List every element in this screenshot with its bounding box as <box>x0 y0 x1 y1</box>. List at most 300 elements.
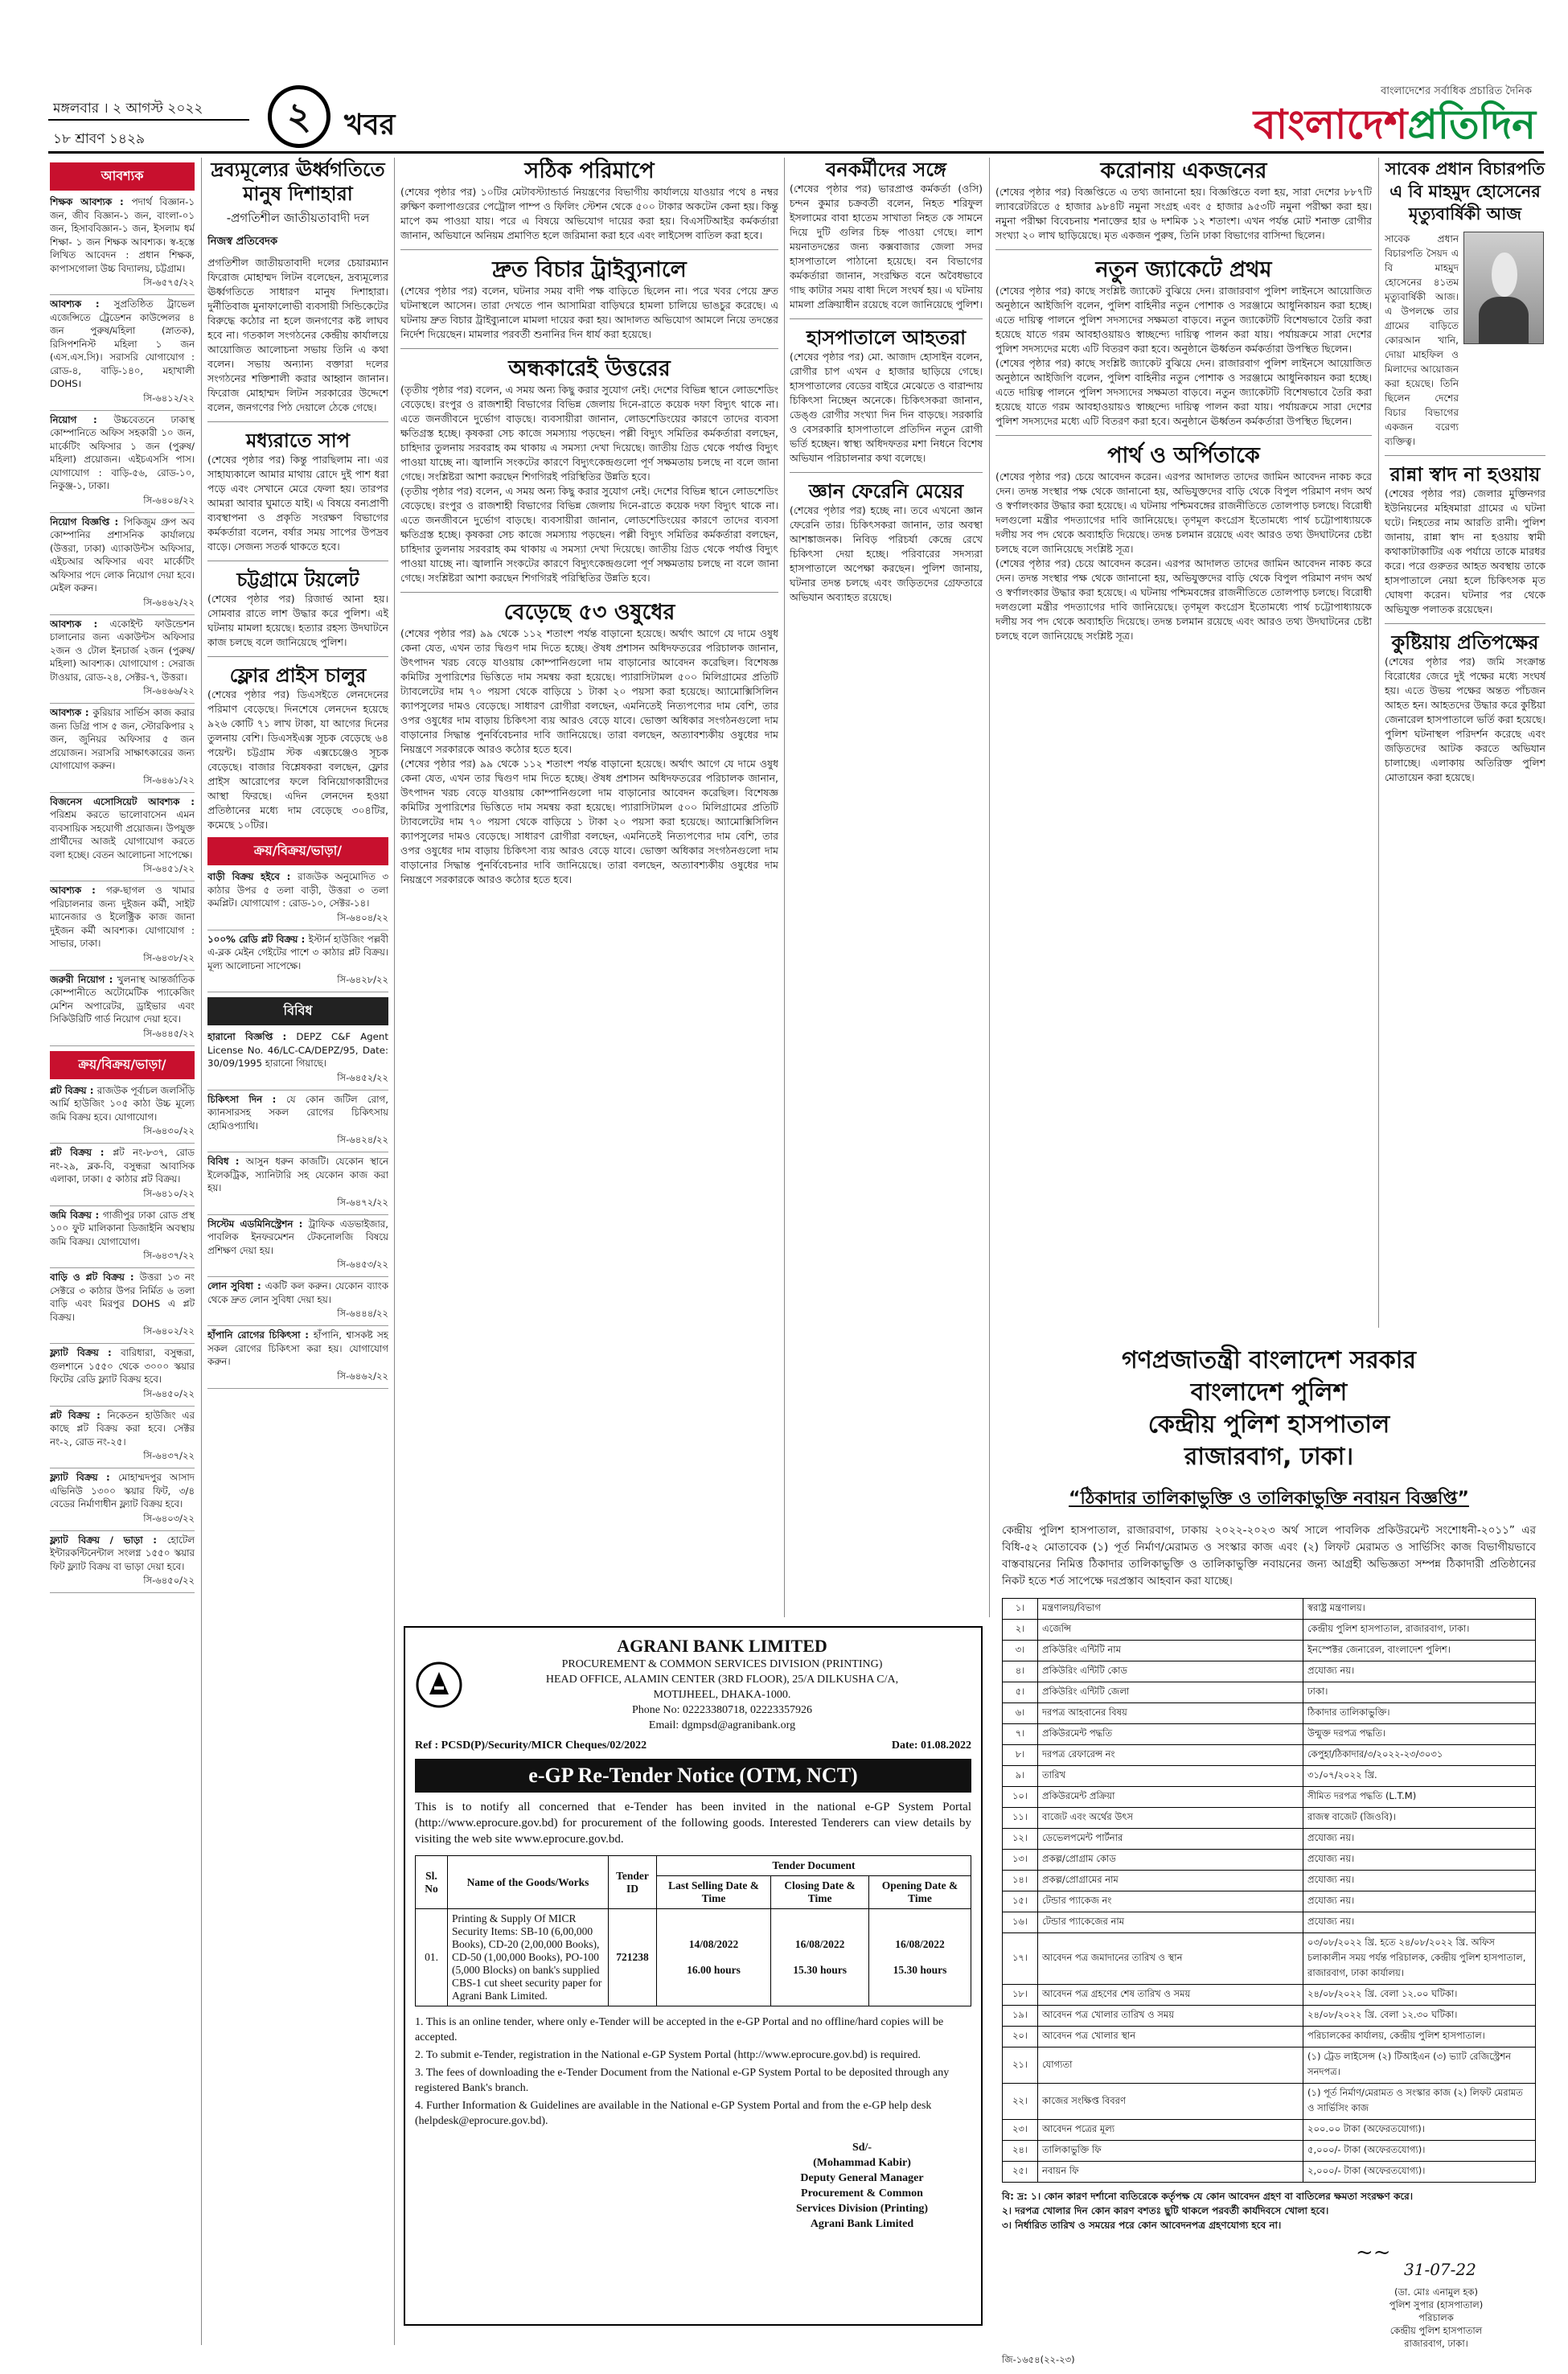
row-number: ১৬। <box>1003 1912 1038 1933</box>
cell-tender-id: 721238 <box>609 1909 657 2006</box>
ad-divider <box>207 1214 388 1215</box>
divider <box>400 249 778 250</box>
portrait-body <box>1479 297 1529 343</box>
signatory-line: (ডা. মোঃ এনামুল হক) <box>1394 2286 1478 2298</box>
row-field: আবেদন পত্র খোলার তারিখ ও সময় <box>1038 2006 1303 2027</box>
ad-title: আবশ্যক : <box>50 707 93 718</box>
ad-text: পদার্থ বিজ্ঞান-১ জন, জীব বিজ্ঞান-১ জন, বাংলা-০১ জন, হিসাববিজ্ঞান-১ জন, ইসলাম ধর্ম শিক্ষা- ১ জন শিক্ষক আবশ্যক। স্ব-হস্তে লিখিত আবেদন : প্রধান শিক্ষক, কাপাসগোলা উচ্চ বিদ্যালয়, চট্টগ্রাম। <box>50 196 195 274</box>
header-divider <box>48 119 249 121</box>
th-goods: Name of the Goods/Works <box>448 1856 609 1909</box>
notice-date: Date: 01.08.2022 <box>891 1739 971 1752</box>
row-field: আবেদন পত্র খোলার স্থান <box>1038 2027 1303 2047</box>
bank-phone: Phone No: 02223380718, 02223357926 <box>632 1704 812 1716</box>
news-column-2 <box>207 158 388 2345</box>
divider <box>207 421 388 422</box>
row-number: ৭। <box>1003 1724 1038 1745</box>
row-value: পরিচালকের কার্যালয়, কেন্দ্রীয় পুলিশ হাসপাতাল। <box>1303 2027 1536 2047</box>
row-value: প্রযোজ্য নয়। <box>1303 1891 1536 1912</box>
ad-divider <box>50 410 195 411</box>
th-tender-id: Tender ID <box>609 1856 657 1909</box>
ad-text: পিকিজুম গ্রুপ অব কোম্পানির প্রশাসনিক কার্যালয়ে (উত্তরা, ঢাকা) এ্যাকাউন্টস অফিসার, এইচআর অফিসার এবং মার্কেটিং অফিসার পদে লোক নিয়োগ দেয়া হবে। মেইল করুন। <box>50 515 195 594</box>
bank-tender-notice <box>404 1626 983 2326</box>
cell-opening <box>869 1909 971 2006</box>
headline-jacket[interactable]: নতুন জ্যাকেটে প্রথম <box>1095 257 1272 282</box>
ad-code: সি-৬৪৫১/২২ <box>143 863 195 874</box>
police-notice-gov: গণপ্রজাতন্ত্রী বাংলাদেশ সরকার <box>1122 1346 1416 1374</box>
header-bottom-rule <box>48 151 1544 154</box>
row-value: (১) পূর্ত নির্মাণ/মেরামত ও সংস্কার কাজ (২) লিফট মেরামত ও সার্ভিসিং কাজ <box>1303 2084 1536 2120</box>
cell-goods: Printing & Supply Of MICR Security Items: SB-10 (6,00,000 Books), CD-20 (2,00,000 Books), CD-50 (1,00,000 Books), PO-100 (5,000 Blocks) on bank's supplied CBS-1 cut sheet security paper for Agrani Bank Limited. <box>448 1909 609 2006</box>
ad-code: সি-৬৪২৪/২২ <box>337 1134 388 1145</box>
ad-text: পরিশ্রম করতে ভালোবাসেন এমন ব্যবসায়িক সহযোগী প্রয়োজন। উপযুক্ত প্রার্থীদের আজই যোগাযোগ করতে বলা হচ্ছে। বেতন আলোচনা সাপেক্ষে। <box>50 809 195 860</box>
classifieds-column <box>50 158 195 2345</box>
row-number: ৯। <box>1003 1766 1038 1787</box>
row-value: ২,০০০/- টাকা (অফেরতযোগ্য)। <box>1303 2162 1536 2183</box>
ad-divider <box>50 703 195 704</box>
column-divider <box>201 158 202 2345</box>
row-field: প্রকিউরিং এন্টিটি কোড <box>1038 1661 1303 1682</box>
row-field: আবেদন পত্র গ্রহণের শেষ তারিখ ও সময় <box>1038 1985 1303 2006</box>
ad-text: উত্তরা ১৩ নং সেক্টরে ৩ কাঠার উপর নির্মিত ৬ তলা বাড়ি এবং মিরপুর DOHS এ প্লট বিক্রয়। <box>50 1271 195 1323</box>
table-row <box>1003 1933 1536 1985</box>
row-field: প্রকিউরিং এন্টিটি জেলা <box>1038 1682 1303 1703</box>
article-body-jacket: (শেষের পৃষ্ঠার পর) কাছে সংশ্লিষ্ট জ্যাকেট বুঝিয়ে দেন। রাজারবাগ পুলিশ লাইনসে আয়োজিত অনুষ্ঠানে আইজিপি বলেন, পুলিশ বাহিনীর নতুন পোশাক ও সরঞ্জামে আধুনিকায়ন করা হচ্ছে। এতে দায়িত্ব পালনে পুলিশ সদস্যদের সক্ষমতা বাড়বে। নতুন জ্যাকেটটি বিশেষভাবে তৈরি করা হয়েছে যাতে গরম আবহাওয়ায়ও স্বাচ্ছন্দ্যে দায়িত্ব পালন করা যায়। পর্যায়ক্রমে সারা দেশের পুলিশ সদস্যদের মধ্যে এটি বিতরণ করা হবে। অনুষ্ঠানে ঊর্ধ্বতন কর্মকর্তারা উপস্থিত ছিলেন। <box>995 285 1372 355</box>
classified-ad[interactable] <box>50 706 195 773</box>
ad-divider <box>50 1205 195 1206</box>
th-sl: Sl. No <box>416 1856 448 1909</box>
signatory-line: কেন্দ্রীয় পুলিশ হাসপাতাল <box>1389 2325 1483 2336</box>
ad-title: আবশ্যক : <box>50 618 110 630</box>
misc-ads-list <box>207 1030 388 1389</box>
row-number: ২৫। <box>1003 2162 1038 2183</box>
headline-floor-price[interactable]: ফ্লোর প্রাইস চালুর <box>229 664 367 687</box>
publish-date: মঙ্গলবার । ২ আগস্ট ২০২২ <box>53 101 203 117</box>
table-row <box>1003 1829 1536 1850</box>
opening-date: 16/08/2022 <box>895 1938 945 1950</box>
row-number: ২১। <box>1003 2047 1038 2084</box>
article-body-medicine-cont: (শেষের পৃষ্ঠার পর) ৯৯ থেকে ১১২ শতাংশ পর্যন্ত বাড়ানো হয়েছে। অর্থাৎ আগে যে দামে ওষুধ কেনা যেত, এখন তার দ্বিগুণ দাম দিতে হচ্ছে। ঔষধ প্রশাসন অধিদফতরের পরিচালক জানান, উৎপাদন খরচ বেড়ে যাওয়ায় কোম্পানিগুলো দাম বাড়ানোর আবেদন করেছিল। বিশেষজ্ঞ কমিটির সুপারিশের ভিত্তিতে দাম সমন্বয় করা হয়েছে। প্যারাসিটামল ৫০০ মিলিগ্রামের প্রতিটি ট্যাবলেটের দাম ৭০ পয়সা থেকে বাড়িয়ে ১ টাকা ২০ পয়সা করা হয়েছে। অ্যামোক্সিসিলিন ক্যাপসুলের দামও বেড়েছে। সাধারণ রোগীরা বলছেন, এমনিতেই নিত্যপণ্যের দাম বেশি, তার ওপর ওষুধের দাম বাড়ায় চিকিৎসা ব্যয় আরও বেড়ে যাবে। ভোক্তা অধিকার সংগঠনগুলো দাম বাড়ানোর সিদ্ধান্ত পুনর্বিবেচনার দাবি জানিয়েছে। তারা বলছেন, অত্যাবশ্যকীয় ওষুধের দাম নিয়ন্ত্রণে সরকারকে আরও কঠোর হতে হবে। <box>400 758 778 885</box>
table-row <box>1003 1850 1536 1871</box>
headline-forest[interactable]: বনকর্মীদের সঙ্গে <box>826 158 946 181</box>
ad-text: একোইন্ট ফাউন্ডেশন চালানোর জন্য একাউন্টস অফিসার ২জন ও টোল ইনচার্জ ২জন (পুরুষ/মহিলা) আবশ্যক। যোগাযোগ : সেরাজ টাওয়ার, রোড-২৪, সেক্টর-৭, উত্তরা। <box>50 618 195 683</box>
row-number: ১৯। <box>1003 2006 1038 2027</box>
closing-date: 16/08/2022 <box>794 1938 845 1950</box>
cell-closing <box>771 1909 869 2006</box>
table-row <box>1003 1641 1536 1661</box>
signatory-line: Services Division (Printing) <box>795 2203 929 2215</box>
ad-text: আসুন ধরুন কাজটি। যেকোন স্থানে ইলেকট্রিক, স্যানিটারি সহ যেকোন কাজ করা হয়। <box>207 1156 388 1193</box>
ad-title: জরুরী নিয়োগ : <box>50 973 117 985</box>
headline-justice[interactable]: সাবেক প্রধান বিচারপতি এ বি মাহমুদ হোসেনের মৃত্যুবার্ষিকী আজ <box>1385 159 1545 224</box>
ad-divider <box>50 1267 195 1268</box>
article-body-darkness: (তৃতীয় পৃষ্ঠার পর) বলেন, এ সময় অন্য কিছু করার সুযোগ নেই। দেশের বিভিন্ন স্থানে লোডশেডিং বেড়েছে। রংপুর ও রাজশাহী বিভাগের বিভিন্ন জেলায় দিনে-রাতে কয়েক দফা বিদ্যুৎ থাকে না। এতে জনজীবনে দুর্ভোগ বাড়ছে। ব্যবসায়ীরা জানান, লোডশেডিংয়ের কারণে তাদের ব্যবসা ক্ষতিগ্রস্ত হচ্ছে। কৃষকরা সেচ কাজে সমস্যায় পড়ছেন। পল্লী বিদ্যুৎ সমিতির কর্মকর্তারা বলছেন, চাহিদার তুলনায় সরবরাহ কম থাকায় এ সমস্যা দেখা দিয়েছে। জাতীয় গ্রিড থেকে পর্যাপ্ত বিদ্যুৎ পাওয়া যাচ্ছে না। জ্বালানি সংকটের কারণে বিদ্যুৎকেন্দ্রগুলো পূর্ণ সক্ষমতায় চলছে না বলে জানা গেছে। সংশ্লিষ্টরা আশা করছেন শিগগিরই পরিস্থিতির উন্নতি হবে। <box>400 384 778 483</box>
classified-ad[interactable] <box>207 1329 388 1369</box>
row-number: ১৮। <box>1003 1985 1038 2006</box>
ad-divider <box>50 1530 195 1531</box>
signatory-line: পরিচালক <box>1418 2312 1454 2323</box>
classified-ad[interactable] <box>50 973 195 1026</box>
row-field: মন্ত্রণালয়/বিভাগ <box>1038 1599 1303 1620</box>
tender-table <box>415 1855 971 2006</box>
row-value: কেন্দ্রীয় পুলিশ হাসপাতাল, রাজারবাগ, ঢাকা। <box>1303 1620 1536 1641</box>
row-field: তালিকাভুক্তি ফি <box>1038 2141 1303 2162</box>
news-column-3 <box>400 158 778 1617</box>
classified-ad[interactable] <box>50 1471 195 1511</box>
table-row <box>1003 2084 1536 2120</box>
notice-condition: 1. This is an online tender, where only e-Tender will be accepted in the e-GP Portal and no offline/hard copies will be accepted. <box>415 2016 944 2043</box>
ad-code: সি-৬৪১২/২২ <box>143 392 195 404</box>
classified-ad[interactable] <box>50 618 195 684</box>
classified-ad[interactable] <box>207 933 388 973</box>
table-row <box>1003 2027 1536 2047</box>
ad-code: সি-৬৪৩০/২২ <box>143 1125 195 1136</box>
ad-title: চিকিৎসা দিন : <box>207 1093 286 1105</box>
bank-address: HEAD OFFICE, ALAMIN CENTER (3RD FLOOR), 25/A DILKUSHA C/A, <box>545 1674 899 1686</box>
ad-title: হাঁপানি রোগের চিকিৎসা : <box>207 1329 314 1341</box>
classified-ad[interactable] <box>50 884 195 951</box>
ad-text: ট্রাফিক এডভাইজার, পাবলিক ইনফরমেশন টেকনোলজি বিষয়ে প্রশিক্ষণ দেয়া হয়। <box>207 1218 388 1256</box>
article-body-jacket-cont: (শেষের পৃষ্ঠার পর) কাছে সংশ্লিষ্ট জ্যাকেট বুঝিয়ে দেন। রাজারবাগ পুলিশ লাইনসে আয়োজিত অনুষ্ঠানে আইজিপি বলেন, পুলিশ বাহিনীর নতুন পোশাক ও সরঞ্জামে আধুনিকায়ন করা হচ্ছে। এতে দায়িত্ব পালনে পুলিশ সদস্যদের সক্ষমতা বাড়বে। নতুন জ্যাকেটটি বিশেষভাবে তৈরি করা হয়েছে যাতে গরম আবহাওয়ায়ও স্বাচ্ছন্দ্যে দায়িত্ব পালন করা যায়। পর্যায়ক্রমে সারা দেশের পুলিশ সদস্যদের মধ্যে এটি বিতরণ করা হবে। অনুষ্ঠানে ঊর্ধ্বতন কর্মকর্তারা উপস্থিত ছিলেন। <box>995 357 1372 427</box>
classified-ad[interactable] <box>50 298 195 391</box>
row-field: এজেন্সি <box>1038 1620 1303 1641</box>
table-row <box>1003 1891 1536 1912</box>
table-row <box>1003 1745 1536 1766</box>
row-number: ১০। <box>1003 1787 1038 1808</box>
row-value: (১) ট্রেড লাইসেন্স (২) টিআইএন (৩) ভ্যাট রেজিস্ট্রেশন সনদপত্র। <box>1303 2047 1536 2084</box>
police-tender-notice <box>992 1335 1545 2365</box>
row-value: সীমিত দরপত্র পদ্ধতি (L.T.M) <box>1303 1787 1536 1808</box>
row-field: বাজেট এবং অর্থের উৎস <box>1038 1808 1303 1829</box>
ad-title: ফ্ল্যাট বিক্রয় : <box>50 1347 121 1358</box>
row-value: ৩১/০৭/২০২২ খ্রি. <box>1303 1766 1536 1787</box>
ad-divider <box>50 512 195 513</box>
table-row <box>1003 2141 1536 2162</box>
ad-text: বারিধারা, বসুন্ধরা, গুলশানে ১৫৫০ থেকে ৩০০০ স্কয়ার ফিটের রেডি ফ্ল্যাট বিক্রয় হবে। <box>50 1347 195 1385</box>
logo-main-text: বাংলাদেশ <box>1253 101 1408 148</box>
row-number: ১৭। <box>1003 1933 1038 1985</box>
row-value: ঠিকাদার তালিকাভুক্তি। <box>1303 1703 1536 1724</box>
masthead <box>0 0 1568 150</box>
article-body-food: (শেষের পৃষ্ঠার পর) জেলার মুক্তিনগর ইউনিয়নের মহিষমারা গ্রামের এ ঘটনা ঘটে। নিহতের নাম আরতি রানী। পুলিশ জানায়, রান্না স্বাদ না হওয়ায় স্বামী কথাকাটাকাটির এক পর্যায়ে তাকে মারধর করে। পরে গুরুতর আহত অবস্থায় তাকে হাসপাতালে নেয়া হলে চিকিৎসক মৃত ঘোষণা করেন। ঘটনার পর থেকে অভিযুক্ত পলাতক রয়েছেন। <box>1385 487 1545 615</box>
signatory-line: (Mohammad Kabir) <box>813 2157 911 2169</box>
footnote: ২। দরপত্র খোলার দিন কোন কারণ বশতঃ ছুটি থাকলে পরবর্তী কার্যদিবসে খোলা হবে। <box>1002 2205 1329 2216</box>
ad-text: ইস্টার্ন হাউজিং পল্লবী এ-ব্লক মেইন গেইটের পাশে ৩ কাঠার প্লট বিক্রয়। মূল্য আলোচনা সাপেক্ষে। <box>207 933 388 971</box>
ad-text: হোটেল ইন্টারকন্টিনেন্টাল সংলগ্ন ১৫৫০ স্কয়ার ফিট ফ্ল্যাট বিক্রয় বা ভাড়া দেয়া হবে। <box>50 1534 195 1572</box>
table-row <box>1003 1661 1536 1682</box>
classified-ad[interactable] <box>50 1346 195 1386</box>
last-selling-date: 14/08/2022 <box>688 1938 739 1950</box>
sign-date: 31-07-22 <box>1404 2260 1476 2279</box>
page-number-badge: ২ <box>268 85 330 148</box>
ad-title: বিবিধ : <box>207 1156 246 1167</box>
row-number: ২০। <box>1003 2027 1038 2047</box>
ad-text: যে কোন জটিল রোগ, ক্যানসারসহ সকল রোগের চিকিৎসায় হোমিওপ্যাথি। <box>207 1093 388 1132</box>
headline-tribunal[interactable]: দ্রুত বিচার ট্রাইব্যুনালে <box>492 257 687 282</box>
row-value: প্রযোজ্য নয়। <box>1303 1661 1536 1682</box>
ad-code: সি-৬৪৬২/২২ <box>337 1370 388 1382</box>
row-number: ৫। <box>1003 1682 1038 1703</box>
column-divider <box>784 158 785 1617</box>
divider <box>400 348 778 349</box>
cell-last-selling <box>657 1909 771 2006</box>
classified-ad[interactable] <box>50 1271 195 1324</box>
article-body-medicine: (শেষের পৃষ্ঠার পর) ৯৯ থেকে ১১২ শতাংশ পর্যন্ত বাড়ানো হয়েছে। অর্থাৎ আগে যে দামে ওষুধ কেনা যেত, এখন তার দ্বিগুণ দাম দিতে হচ্ছে। ঔষধ প্রশাসন অধিদফতরের পরিচালক জানান, উৎপাদন খরচ বেড়ে যাওয়ায় কোম্পানিগুলো দাম বাড়ানোর আবেদন করেছিল। বিশেষজ্ঞ কমিটির সুপারিশের ভিত্তিতে দাম সমন্বয় করা হয়েছে। প্যারাসিটামল ৫০০ মিলিগ্রামের প্রতিটি ট্যাবলেটের দাম ৭০ পয়সা থেকে বাড়িয়ে ১ টাকা ২০ পয়সা করা হয়েছে। অ্যামোক্সিসিলিন ক্যাপসুলের দামও বেড়েছে। সাধারণ রোগীরা বলছেন, এমনিতেই নিত্যপণ্যের দাম বেশি, তার ওপর ওষুধের দাম বাড়ায় চিকিৎসা ব্যয় আরও বেড়ে যাবে। ভোক্তা অধিকার সংগঠনগুলো দাম বাড়ানোর সিদ্ধান্ত পুনর্বিবেচনার দাবি জানিয়েছে। তারা বলছেন, অত্যাবশ্যকীয় ওষুধের দাম নিয়ন্ত্রণে সরকারকে আরও কঠোর হতে হবে। <box>400 627 778 755</box>
signature-mark: ~~ <box>1356 2241 1391 2265</box>
row-number: ২২। <box>1003 2084 1038 2120</box>
ad-title: সিস্টেম এডমিনিস্ট্রেশন : <box>207 1218 309 1230</box>
row-field: টেন্ডার প্যাকেজ নং <box>1038 1891 1303 1912</box>
classified-ad[interactable] <box>207 1155 388 1195</box>
th-last-selling: Last Selling Date & Time <box>657 1876 771 1909</box>
classifieds-list <box>50 195 195 1046</box>
classified-ad[interactable] <box>50 515 195 595</box>
notice-title-banner: e-GP Re-Tender Notice (OTM, NCT) <box>415 1759 971 1793</box>
table-row <box>1003 2162 1536 2183</box>
bank-division: PROCUREMENT & COMMON SERVICES DIVISION (PRINTING) <box>561 1658 883 1670</box>
ad-text: নিকেতন হাউজিং এর কাছে প্লট বিক্রয় করা হবে। সেক্টর নং-২, রোড নং-২৫। <box>50 1409 195 1448</box>
police-signatory-block <box>1348 2286 1525 2350</box>
ad-divider <box>50 1592 195 1593</box>
row-value: ঢাকা। <box>1303 1682 1536 1703</box>
table-row <box>1003 1808 1536 1829</box>
ad-title: বাড়ী বিক্রয় হইবে : <box>207 871 298 882</box>
row-field: যোগ্যতা <box>1038 2047 1303 2084</box>
logo-accent-text: প্রতিদিন <box>1407 101 1536 148</box>
col2-kroy-heading: ক্রয়/বিক্রয়/ভাড়া/ <box>207 837 388 865</box>
article-body-floor-price: (শেষের পৃষ্ঠার পর) ডিএসইতে লেনদেনের পরিমাণ বেড়েছে। দিনশেষে লেনদেন হয়েছে ৯২৬ কোটি ৭১ লাখ টাকা, যা আগের দিনের তুলনায় বেশি। ডিএসইএক্স সূচক বেড়েছে ৬৪ পয়েন্ট। চট্টগ্রাম স্টক এক্সচেঞ্জেও সূচক বেড়েছে। বাজার বিশ্লেষকরা বলছেন, ফ্লোর প্রাইস আরোপের ফলে বিনিয়োগকারীদের আস্থা ফিরছে। এদিন লেনদেন হওয়া প্রতিষ্ঠানের মধ্যে দাম বেড়েছে ৩০৪টির, কমেছে ১০টির। <box>207 688 388 831</box>
signatory-line: Agrani Bank Limited <box>810 2218 914 2230</box>
classified-ad[interactable] <box>50 1209 195 1249</box>
ad-title: প্লট বিক্রয় : <box>50 1084 97 1096</box>
bank-city: MOTIJHEEL, DHAKA-1000. <box>653 1689 791 1701</box>
bank-email[interactable]: Email: dgmpsd@agranibank.org <box>648 1719 796 1731</box>
row-field: টেন্ডার প্যাকেজের নাম <box>1038 1912 1303 1933</box>
article-body-tribunal: (শেষের পৃষ্ঠার পর) বলেন, ঘটনার সময় বাদী পক্ষ বাড়িতে ছিলেন না। পরে খবর পেয়ে দ্রুত ঘটনাস্থলে আসেন। তারা দেখতে পান আসামিরা বাড়িঘরে হামলা চালিয়ে ভাঙচুর করেছে। এ ঘটনায় দ্রুত বিচার ট্রাইব্যুনালে মামলা দায়ের করা হয়। আদালত অভিযোগ আমলে নিয়ে তদন্তের নির্দেশ দিয়েছেন। মামলার পরবর্তী শুনানির দিন ধার্য করা হয়েছে। <box>400 285 778 340</box>
ad-title: লোন সুবিধা : <box>207 1280 265 1292</box>
subhead-prices: -প্রগতিশীল জাতীয়তাবাদী দল <box>226 211 370 225</box>
table-row <box>1003 2006 1536 2027</box>
th-opening: Opening Date & Time <box>869 1876 971 1909</box>
ad-code: সি-৬৪৭২/২২ <box>337 1196 388 1208</box>
article-body-hospital: (শেষের পৃষ্ঠার পর) মো. আজাদ হোসাইন বলেন, রোগীর চাপ এখন ৫ হাজার ছাড়িয়ে গেছে। হাসপাতালের বেডের বাইরে মেঝেতে ও বারান্দায় চিকিৎসা নিচ্ছেন অনেকে। চিকিৎসকরা জানান, ডেঙ্গু রোগীর সংখ্যা দিন দিন বাড়ছে। সরকারি ও বেসরকারি হাসপাতালে প্রতিদিন নতুন রোগী ভর্তি হচ্ছেন। স্বাস্থ্য অধিদফতর মশা নিধনে বিশেষ অভিযান পরিচালনার কথা বলেছে। <box>790 351 983 464</box>
footnote: বি: দ্র: ১। কোন কারণ দর্শানো ব্যতিরেকে কর্তৃপক্ষ যে কোন আবেদন গ্রহণ বা বাতিলের ক্ষমতা সংরক্ষণ করে। <box>1002 2191 1414 2202</box>
row-value: ২৪/০৮/২০২২ খ্রি. বেলা ১২.০০ ঘটিকা। <box>1303 1985 1536 2006</box>
ad-code: সি-৬৪৩৮/২২ <box>143 951 195 963</box>
th-tender-document: Tender Document <box>657 1856 971 1876</box>
article-body-partha: (শেষের পৃষ্ঠার পর) চেয়ে আবেদন করেন। এরপর আদালত তাদের জামিন আবেদন নাকচ করে দেন। তদন্ত সংস্থার পক্ষ থেকে জানানো হয়, অভিযুক্তদের বাড়ি থেকে বিপুল পরিমাণ নগদ অর্থ ও স্বর্ণালংকার উদ্ধার করা হয়েছে। এ ঘটনায় পশ্চিমবঙ্গের রাজনীতিতে তোলপাড় চলছে। বিরোধী দলগুলো মন্ত্রীর পদত্যাগের দাবি জানিয়েছে। তৃণমূল কংগ্রেস ইতোমধ্যে পার্থ চট্টোপাধ্যায়কে দলীয় সব পদ থেকে অব্যাহতি দিয়েছে। তদন্ত চলমান রয়েছে এবং আরও তথ্য উদঘাটনের চেষ্টা চলছে বলে জানিয়েছে সংশ্লিষ্ট সূত্র। <box>995 470 1372 555</box>
ad-text: রাজউক পূর্বাচল জলসিঁড়ি আর্মি হাউজিং ১০৫ কাঠা উচ্চ মূল্যে জমি বিক্রয় হবে। যোগাযোগ। <box>50 1084 195 1123</box>
police-notice-intro: কেন্দ্রীয় পুলিশ হাসপাতাল, রাজারবাগ, ঢাকায় ২০২২-২০২৩ অর্থ সালে পাবলিক প্রকিউরমেন্ট সংশোধনী-২০১১” এর বিধি-৫২ মোতাবেক (১) পূর্ত নির্মাণ/মেরামত ও সংস্কার কাজ এবং (২) লিফট মেরামত ও সার্ভিসিং কাজ বিভাগীয়ভাবে বাস্তবায়নের নিমিত্ত ঠিকাদার তালিকাভুক্তি ও তালিকাভুক্তি নবায়নের জন্য আগ্রহী অভিজ্ঞতা সম্পন্ন ঠিকাদারী প্রতিষ্ঠানের নিকট হতে শর্ত সাপেক্ষে দরপ্রস্তাব আহবান করা যাচ্ছে। <box>1002 1524 1536 1587</box>
row-field: নবায়ন ফি <box>1038 2162 1303 2183</box>
bangla-date: ১৮ শ্রাবণ ১৪২৯ <box>53 131 146 147</box>
table-row <box>1003 2120 1536 2141</box>
bibidh-heading: বিবিধ <box>207 997 388 1025</box>
ad-title: আবশ্যক : <box>50 298 114 310</box>
classified-ad[interactable] <box>207 870 388 910</box>
ad-title: বিজনেস এসোসিয়েট আবশ্যক : <box>50 795 195 807</box>
ad-title: আবশ্যক : <box>50 885 106 896</box>
headline-hospital[interactable]: হাসপাতালে আহতরা <box>806 327 967 349</box>
headline-toilet[interactable]: চট্টগ্রামে টয়লেট <box>236 569 359 591</box>
notice-reference: Ref : PCSD(P)/Security/MICR Cheques/02/2022 <box>415 1739 647 1752</box>
th-closing: Closing Date & Time <box>771 1876 869 1909</box>
row-number: ২৪। <box>1003 2141 1038 2162</box>
ad-title: নিয়োগ বিজ্ঞপ্তি : <box>50 515 124 528</box>
row-field: প্রকিউরিং এন্টিটি নাম <box>1038 1641 1303 1661</box>
article-body-prices: প্রগতিশীল জাতীয়তাবাদী দলের চেয়ারম্যান ফিরোজ মোহাম্মদ লিটন বলেছেন, দ্রব্যমূল্যের ঊর্ধ্বগতিতে সাধারণ মানুষ দিশাহারা। দুর্নীতিবাজ মুনাফালোভী ব্যবসায়ী সিন্ডিকেটের বিরুদ্ধে কঠোর না হলে জনগণের কষ্ট লাঘব হবে না। গতকাল সংগঠনের কেন্দ্রীয় কার্যালয়ে আয়োজিত আলোচনা সভায় তিনি এ কথা বলেন। সভায় অন্যান্য বক্তারা দলের সংগঠনের শক্তিশালী করার আহ্বান জানান। ফিরোজ মোহাম্মদ লিটন সরকারের উদ্দেশে বলেন, জনগণের পিঠ দেয়ালে ঠেকে গেছে। <box>207 257 388 413</box>
row-number: ১৩। <box>1003 1850 1038 1871</box>
ad-code: সি-৬৪৪৫/২২ <box>143 1027 195 1039</box>
police-notice-dept: বাংলাদেশ পুলিশ <box>1190 1378 1348 1407</box>
table-row <box>416 1909 971 2006</box>
row-field: প্রকিউরমেন্ট পদ্ধতি <box>1038 1724 1303 1745</box>
classified-ad[interactable] <box>50 795 195 862</box>
ad-title: প্লট বিক্রয় : <box>50 1409 108 1421</box>
row-field: দরপত্র আহবানের বিষয় <box>1038 1703 1303 1724</box>
classified-ad[interactable] <box>207 1093 388 1133</box>
ad-divider <box>207 1325 388 1326</box>
ad-text: প্লট নং-৮৩৭, রোড নং-২৯, ব্লক-বি, বসুন্ধরা আবাসিক এলাকা, ঢাকা। ৫ কাঠার প্লট বিক্রয়। <box>50 1147 195 1185</box>
ad-divider <box>50 970 195 971</box>
classified-ad[interactable] <box>50 1534 195 1574</box>
headline-prices[interactable]: দ্রব্যমূল্যের ঊর্ধ্বগতিতে মানুষ দিশাহারা <box>211 158 385 205</box>
ad-code: সি-৬৪৩৭/২২ <box>143 1450 195 1461</box>
row-number: ১২। <box>1003 1829 1038 1850</box>
column-divider <box>989 158 990 1617</box>
ad-text: খুলনাস্থ আন্তর্জাতিক কোম্পানীতে অটোমেটিক প্যাকেজিং মেশিন অপারেটর, ড্রাইভার এবং সিকিউরিটি গার্ড নিয়োগ দেয়া হবে। <box>50 973 195 1025</box>
headline-food[interactable]: রান্না স্বাদ না হওয়ায় <box>1389 463 1541 486</box>
row-value: প্রযোজ্য নয়। <box>1303 1850 1536 1871</box>
headline-darkness[interactable]: অন্ধকারেই উত্তরের <box>508 356 671 381</box>
ad-text: রাজউক অনুমোদিত ৩ কাঠার উপর ৫ তলা বাড়ী, উত্তরা ৩ তলা কমপ্লিট। যোগাযোগ : রোড-১০, সেক্টর-১৪। <box>207 871 388 909</box>
ad-code: সি-৬৪২৮/২২ <box>337 974 388 985</box>
ad-text: গাজীপুর ঢাকা রোড প্রস্থ ১০০ ফুট মালিকানা ডিজাইনি অবস্থায় জমি বিক্রয়। যোগাযোগ। <box>50 1209 195 1247</box>
portrait-face <box>1492 253 1517 297</box>
ad-divider <box>50 614 195 615</box>
ad-code: সি-৬৪০৪/২২ <box>337 911 388 923</box>
row-value: স্বরাষ্ট্র মন্ত্রণালয়। <box>1303 1599 1536 1620</box>
column-divider <box>1378 158 1379 1328</box>
row-number: ৪। <box>1003 1661 1038 1682</box>
ad-title: জমি বিক্রয় : <box>50 1209 103 1221</box>
headline-corona[interactable]: করোনায় একজনের <box>1100 158 1267 183</box>
row-field: আবেদন পত্রের মূল্য <box>1038 2120 1303 2141</box>
ad-title: ফ্ল্যাট বিক্রয় / ভাড়া : <box>50 1534 167 1546</box>
divider <box>790 318 983 319</box>
row-number: ১১। <box>1003 1808 1038 1829</box>
bank-name: AGRANI BANK LIMITED <box>617 1636 827 1656</box>
article-body-darkness-cont: (তৃতীয় পৃষ্ঠার পর) বলেন, এ সময় অন্য কিছু করার সুযোগ নেই। দেশের বিভিন্ন স্থানে লোডশেডিং বেড়েছে। রংপুর ও রাজশাহী বিভাগের বিভিন্ন জেলায় দিনে-রাতে কয়েক দফা বিদ্যুৎ থাকে না। এতে জনজীবনে দুর্ভোগ বাড়ছে। ব্যবসায়ীরা জানান, লোডশেডিংয়ের কারণে তাদের ব্যবসা ক্ষতিগ্রস্ত হচ্ছে। কৃষকরা সেচ কাজে সমস্যায় পড়ছেন। পল্লী বিদ্যুৎ সমিতির কর্মকর্তারা বলছেন, চাহিদার তুলনায় সরবরাহ কম থাকায় এ সমস্যা দেখা দিয়েছে। জাতীয় গ্রিড থেকে পর্যাপ্ত বিদ্যুৎ পাওয়া যাচ্ছে না। জ্বালানি সংকটের কারণে বিদ্যুৎকেন্দ্রগুলো পূর্ণ সক্ষমতায় চলছে না বলে জানা গেছে। সংশ্লিষ্টরা আশা করছেন শিগগিরই পরিস্থিতির উন্নতি হবে। <box>400 485 778 584</box>
table-row <box>1003 1766 1536 1787</box>
notice-condition: 4. Further Information & Guidelines are available in the National e-GP System Portal and from the e-GP help desk (helpdesk@eprocure.gov.bd). <box>415 2100 932 2127</box>
table-row <box>1003 1620 1536 1641</box>
divider <box>1385 623 1545 624</box>
classified-ad[interactable] <box>50 1084 195 1124</box>
row-value: রাজস্ব বাজেট (জিওবি)। <box>1303 1808 1536 1829</box>
article-body-girl: (শেষের পৃষ্ঠার পর) হচ্ছে না। তবে এখনো জ্ঞান ফেরেনি তার। চিকিৎসকরা জানান, তার অবস্থা আশঙ্কাজনক। নিবিড় পরিচর্যা কেন্দ্রে রেখে চিকিৎসা দেয়া হচ্ছে। পরিবারের সদস্যরা হাসপাতালে অপেক্ষা করছেন। পুলিশ জানায়, ঘটনার তদন্ত চলছে এবং জড়িতদের গ্রেফতারে অভিযান অব্যাহত রয়েছে। <box>790 504 983 603</box>
article-body-forest: (শেষের পৃষ্ঠার পর) ভারপ্রাপ্ত কর্মকর্তা (ওসি) চন্দন কুমার চক্রবর্তী বলেন, নিহত শরিফুল ইসলামের বাবা হাতেম সাখাতা নিহত কে সামনে দিয়ে দুটি গুলির চিহ্ন পাওয়া গেছে। লাশ ময়নাতদন্তের জন্য কক্সবাজার জেলা সদর হাসপাতালে পাঠানো হয়েছে। বন বিভাগের কর্মকর্তারা জানান, সংরক্ষিত বনে অবৈধভাবে গাছ কাটার সময় বাধা দিলে সংঘর্ষ হয়। এ ঘটনায় মামলা প্রক্রিয়াধীন রয়েছে বলে জানিয়েছে পুলিশ। <box>790 183 983 310</box>
classified-ad[interactable] <box>50 195 195 275</box>
police-notice-footnotes <box>1002 2189 1536 2232</box>
article-body-partha-cont: (শেষের পৃষ্ঠার পর) চেয়ে আবেদন করেন। এরপর আদালত তাদের জামিন আবেদন নাকচ করে দেন। তদন্ত সংস্থার পক্ষ থেকে জানানো হয়, অভিযুক্তদের বাড়ি থেকে বিপুল পরিমাণ নগদ অর্থ ও স্বর্ণালংকার উদ্ধার করা হয়েছে। এ ঘটনায় পশ্চিমবঙ্গের রাজনীতিতে তোলপাড় চলছে। বিরোধী দলগুলো মন্ত্রীর পদত্যাগের দাবি জানিয়েছে। তৃণমূল কংগ্রেস ইতোমধ্যে পার্থ চট্টোপাধ্যায়কে দলীয় সব পদ থেকে অব্যাহতি দিয়েছে। তদন্ত চলমান রয়েছে এবং আরও তথ্য উদঘাটনের চেষ্টা চলছে বলে জানিয়েছে সংশ্লিষ্ট সূত্র। <box>995 557 1372 642</box>
headline-measure[interactable]: সঠিক পরিমাপে <box>524 158 655 183</box>
divider <box>995 249 1372 250</box>
row-field: আবেদন পত্র জমাদানের তারিখ ও স্থান <box>1038 1933 1303 1985</box>
ad-divider <box>50 1143 195 1144</box>
headline-medicine[interactable]: বেড়েছে ৫৩ ওষুধের <box>503 600 675 625</box>
row-number: ৩। <box>1003 1641 1038 1661</box>
news-column-4 <box>790 158 983 1617</box>
article-body-snake: (শেষের পৃষ্ঠার পর) কিন্তু পারছিলাম না। এর সাহায্যকালে আমার মাথায় রোদে দুই পাশ ধরা পড়ে এবং সেখানে মেরে ফেলা হয়। তারপর আমরা আবার ঘুমাতে যাই। এ বিষয়ে বন্যপ্রাণী ব্যবস্থাপনা ও প্রকৃতি সংরক্ষণ বিভাগের কর্মকর্তারা বলেন, বর্ষার সময় সাপের উপদ্রব বাড়ে। সেজন্য সতর্ক থাকতে হবে। <box>207 454 388 552</box>
row-field: প্রকল্প/প্রোগ্রাম কোড <box>1038 1850 1303 1871</box>
classified-ad[interactable] <box>50 413 195 493</box>
ad-code: সি-৬৫৭৫/২২ <box>143 277 195 288</box>
ad-code: সি-৬৪৫৩/২২ <box>337 1259 388 1270</box>
table-row <box>1003 1985 1536 2006</box>
row-value: প্রযোজ্য নয়। <box>1303 1829 1536 1850</box>
ad-text: DEPZ C&F Agent License No. 46/LC-CA/DEPZ/95, Date: 30/09/1995 হারানো গিয়াছে। <box>207 1031 388 1069</box>
ad-text: হাঁপানি, শ্বাসকষ্ট সহ সকল রোগের চিকিৎসা করা হয়। যোগাযোগ করুন। <box>207 1329 388 1367</box>
ad-title: শিক্ষক আবশ্যক : <box>50 196 132 207</box>
ad-text: মোহাম্মদপুর আসাদ এভিনিউ ১৩০০ স্কয়ার ফিট, ৩/৪ বেডের নির্মাণাধীন ফ্ল্যাট বিক্রয় হবে। <box>50 1472 195 1509</box>
table-row <box>1003 1599 1536 1620</box>
headline-kushtia[interactable]: কুষ্টিয়ায় প্রতিপক্ষের <box>1391 631 1539 654</box>
property-ads-list <box>50 1084 195 1594</box>
table-row <box>1003 1724 1536 1745</box>
police-notice-office: কেন্দ্রীয় পুলিশ হাসপাতাল <box>1147 1411 1390 1439</box>
classifieds-heading: আবশ্যক <box>50 162 195 191</box>
ad-title: ফ্ল্যাট বিক্রয় : <box>50 1472 119 1483</box>
table-row <box>1003 2047 1536 2084</box>
divider <box>995 435 1372 436</box>
headline-snake[interactable]: মধ্যরাতে সাপ <box>245 429 350 452</box>
col2-ads-list <box>207 870 388 992</box>
ad-code: সি-৬৪৬২/২২ <box>143 596 195 608</box>
notice-intro: This is to notify all concerned that e-Tender has been invited in the national e-GP System Portal (http://www.eprocure.gov.bd) for procurement of the following goods. Interested Tenderers can view details by visiting the web site www.eprocure.gov.bd. <box>415 1801 971 1846</box>
police-notice-table <box>1002 1598 1536 2183</box>
ad-code: সি-৬৪৫২/২২ <box>337 1071 388 1083</box>
row-number: ৮। <box>1003 1745 1038 1766</box>
classified-ad[interactable] <box>50 1409 195 1449</box>
column-divider <box>394 158 395 2345</box>
row-value: উন্মুক্ত দরপত্র পদ্ধতি। <box>1303 1724 1536 1745</box>
row-field: প্রকল্প/প্রোগ্রামের নাম <box>1038 1871 1303 1891</box>
row-number: ১। <box>1003 1599 1038 1620</box>
article-body-measure: (শেষের পৃষ্ঠার পর) ১০টির মেটাবস্ট্যান্ডার্ড নিয়ন্ত্রণের বিভাগীয় কার্যালয়ে যাওয়ার পথে ৪ নম্বর রুক্ষিণ কলাপাগুরের পেট্রোল পাম্প ও ফিলিং স্টেশন থেকে ৫০০ টাকার অকটেন কেনা হয়। কিন্তু মাপে কম পাওয়া যায়। পরে এ বিষয়ে অভিযোগ দায়ের করা হয়। বিএসটিআইর কর্মকর্তারা জানান, অভিযানে অনিয়ম প্রমাণিত হলে জরিমানা করা হবে এবং লাইসেন্স বাতিল করা হবে। <box>400 186 778 241</box>
article-body-toilet: (শেষের পৃষ্ঠার পর) রিজার্ভ আনা হয়। সোমবার রাতে লাশ উদ্ধার করে পুলিশ। এই ঘটনায় মামলা হয়েছে। হত্যার রহস্য উদঘাটনে কাজ চলছে বলে জানিয়েছে পুলিশ। <box>207 593 388 648</box>
notice-condition: 3. The fees of downloading the e-Tender Document from the National e-GP System Portal to be deposited through any registered Bank's branch. <box>415 2067 950 2094</box>
ad-divider <box>207 1388 388 1389</box>
article-body-corona: (শেষের পৃষ্ঠার পর) বিজ্ঞপ্তিতে এ তথ্য জানানো হয়। বিজ্ঞপ্তিতে বলা হয়, সারা দেশের ৮৮৭টি ল্যাবরেটরিতে ৫ হাজার ৯৮৪টি নমুনা সংগ্রহ এবং ৫ হাজার ৯৫৩টি নমুনা পরীক্ষা করা হয়। নমুনা পরীক্ষা বিবেচনায় শনাক্তের হার ৬ দশমিক ১২ শতাংশ। এখন পর্যন্ত মোট শনাক্ত রোগীর সংখ্যা ২০ লাখ ছাড়িয়েছে। মৃত একজন পুরুষ, তিনি ঢাকা বিভাগের বাসিন্দা ছিলেন। <box>995 186 1372 241</box>
ad-code: সি-৬৪৩৭/২২ <box>143 1250 195 1261</box>
agrani-bank-logo-icon <box>415 1661 463 1709</box>
classified-ad[interactable] <box>207 1030 388 1070</box>
row-value: ০৩/০৮/২০২২ খ্রি. হতে ২৪/০৮/২০২২ খ্রি. অফিস চলাকালীন সময় পর্যন্ত পরিচালক, কেন্দ্রীয় পুলিশ হাসপাতাল, রাজারবাগ, ঢাকা কার্যালয়। <box>1303 1933 1536 1985</box>
classified-ad[interactable] <box>207 1279 388 1306</box>
ad-text: গরু-ছাগল ও খামার পরিচালনার জন্য দুইজন কর্মী, সাইট ম্যানেজার ও ইলেক্ট্রিক কাজ জানা দুইজন কর্মী আবশ্যক। যোগাযোগ : সাভার, ঢাকা। <box>50 885 195 949</box>
headline-girl[interactable]: জ্ঞান ফেরেনি মেয়ের <box>808 480 964 503</box>
bank-signatory-block <box>753 2140 971 2232</box>
classified-ad[interactable] <box>50 1146 195 1186</box>
ad-divider <box>50 792 195 793</box>
signatory-line: Deputy General Manager <box>800 2172 924 2184</box>
ad-title: হারানো বিজ্ঞপ্তি : <box>207 1031 297 1042</box>
opening-time: 15.30 hours <box>893 1964 947 1976</box>
ad-code: সি-৬৪৬১/২২ <box>143 774 195 786</box>
headline-partha[interactable]: পার্থ ও অর্পিতাকে <box>1107 443 1260 468</box>
ad-code: সি-৬৪০৩/২২ <box>143 1512 195 1524</box>
classified-ad[interactable] <box>207 1218 388 1258</box>
